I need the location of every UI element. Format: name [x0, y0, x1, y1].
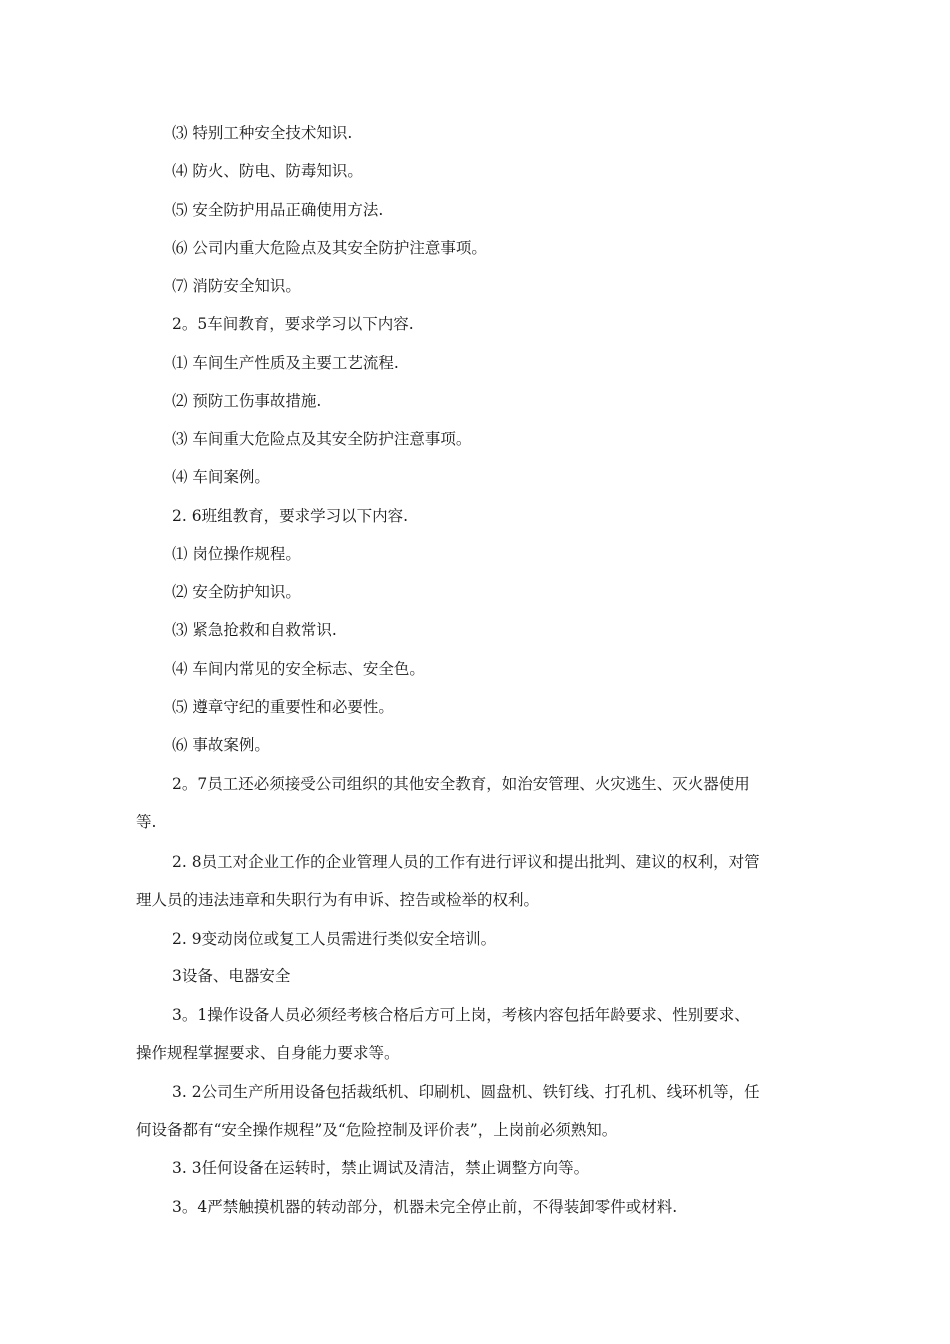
list-item: ⑷ 车间案例。: [172, 468, 270, 486]
paragraph-line: 2。7员工还必须接受公司组织的其他安全教育，如治安管理、火灾逃生、灭火器使用: [172, 775, 750, 793]
paragraph-line: 理人员的违法违章和失职行为有申诉、控告或检举的权利。: [136, 891, 540, 909]
list-item: ⑵ 预防工伤事故措施.: [172, 392, 322, 410]
section-heading: 2. 6班组教育，要求学习以下内容.: [172, 507, 409, 525]
list-item: ⑸ 遵章守纪的重要性和必要性。: [172, 698, 394, 716]
list-item: ⑶ 紧急抢救和自救常识.: [172, 621, 337, 639]
list-item: ⑷ 防火、防电、防毒知识。: [172, 162, 363, 180]
list-item: ⑹ 事故案例。: [172, 736, 270, 754]
list-item: ⑴ 岗位操作规程。: [172, 545, 301, 563]
section-heading: 2。5车间教育，要求学习以下内容.: [172, 315, 414, 333]
paragraph-line: 何设备都有“安全操作规程”及“危险控制及评价表”，上岗前必须熟知。: [136, 1121, 618, 1139]
list-item: ⑺ 消防安全知识。: [172, 277, 301, 295]
list-item: ⑴ 车间生产性质及主要工艺流程.: [172, 354, 399, 372]
paragraph-line: 操作规程掌握要求、自身能力要求等。: [136, 1044, 400, 1062]
paragraph-line: 2. 8员工对企业工作的企业管理人员的工作有进行评议和提出批判、建议的权利，对管: [172, 853, 760, 871]
list-item: ⑷ 车间内常见的安全标志、安全色。: [172, 660, 425, 678]
paragraph-line: 3。4严禁触摸机器的转动部分，机器未完全停止前，不得装卸零件或材料.: [172, 1198, 678, 1216]
paragraph-line: 3. 2公司生产所用设备包括裁纸机、印刷机、圆盘机、铁钉线、打孔机、线环机等，任: [172, 1083, 760, 1101]
list-item: ⑶ 特别工种安全技术知识.: [172, 124, 353, 142]
list-item: ⑵ 安全防护知识。: [172, 583, 301, 601]
paragraph-line: 3。1操作设备人员必须经考核合格后方可上岗，考核内容包括年龄要求、性别要求、: [172, 1006, 750, 1024]
list-item: ⑶ 车间重大危险点及其安全防护注意事项。: [172, 430, 472, 448]
paragraph-line: 2. 9变动岗位或复工人员需进行类似安全培训。: [172, 930, 497, 948]
list-item: ⑹ 公司内重大危险点及其安全防护注意事项。: [172, 239, 487, 257]
section-heading: 3设备、电器安全: [172, 967, 291, 985]
paragraph-line: 等.: [136, 813, 157, 831]
list-item: ⑸ 安全防护用品正确使用方法.: [172, 201, 384, 219]
paragraph-line: 3. 3任何设备在运转时，禁止调试及清洁，禁止调整方向等。: [172, 1159, 590, 1177]
